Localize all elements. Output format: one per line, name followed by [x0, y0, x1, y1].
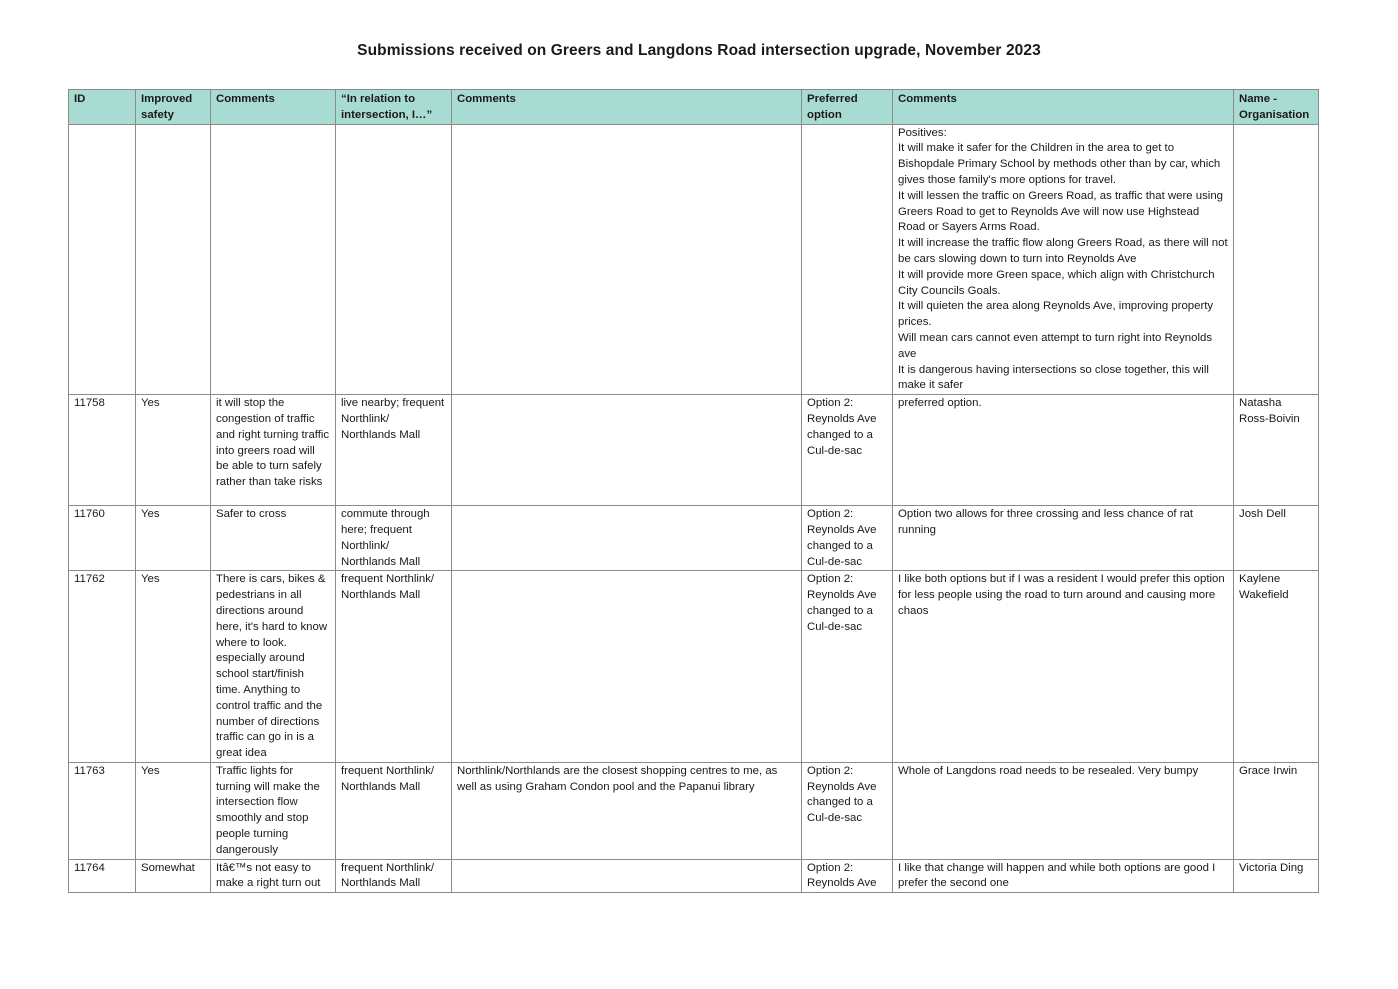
table-row	[69, 859, 1319, 893]
cell-name: Grace Irwin	[1234, 762, 1319, 859]
cell-relation: frequent Northlink/ Northlands Mall	[336, 762, 452, 859]
cell-improved-safety	[136, 124, 211, 395]
cell-name: Josh Dell	[1234, 506, 1319, 571]
cell-name: Natasha Ross-Boivin	[1234, 395, 1319, 506]
cell-preferred-option: Option 2: Reynolds Ave changed to a Cul-de-sac	[802, 762, 893, 859]
header-improved-safety: Improved safety	[136, 90, 211, 125]
cell-relation	[336, 124, 452, 395]
cell-safety-comment: it will stop the congestion of traffic and right turning traffic into greers road will be able to turn safely rather than take risks	[211, 395, 336, 506]
header-preferred-option: Preferred option	[802, 90, 893, 125]
header-relation-comments: Comments	[452, 90, 802, 125]
cell-safety-comment: Itâ€™s not easy to make a right turn out	[211, 859, 336, 893]
cell-safety-comment: Traffic lights for turning will make the intersection flow smoothly and stop people turning dangerously	[211, 762, 336, 859]
cell-preferred-option	[802, 124, 893, 395]
cell-relation: live nearby; frequent Northlink/ Northlands Mall	[336, 395, 452, 506]
table-row	[69, 571, 1319, 763]
cell-preferred-option: Option 2: Reynolds Ave	[802, 859, 893, 893]
document-title: Submissions received on Greers and Langdons Road intersection upgrade, November 2023	[357, 42, 1041, 59]
table-row	[69, 124, 1319, 395]
cell-relation: frequent Northlink/ Northlands Mall	[336, 571, 452, 763]
cell-improved-safety: Yes	[136, 762, 211, 859]
cell-id: 11763	[69, 762, 136, 859]
cell-relation-comment	[452, 571, 802, 763]
cell-id: 11762	[69, 571, 136, 763]
table-header-row	[69, 90, 1319, 125]
cell-preferred-option: Option 2: Reynolds Ave changed to a Cul-de-sac	[802, 395, 893, 506]
cell-safety-comment: There is cars, bikes & pedestrians in all directions around here, it's hard to know where to look. especially around school start/finish time. Anything to control traffic and the number of directions traffic can go in is a great idea	[211, 571, 336, 763]
cell-preferred-option: Option 2: Reynolds Ave changed to a Cul-de-sac	[802, 506, 893, 571]
cell-relation-comment	[452, 506, 802, 571]
cell-name: Victoria Ding	[1234, 859, 1319, 893]
header-relation: “In relation to intersection, I…”	[336, 90, 452, 125]
header-name-organisation: Name - Organisation	[1234, 90, 1319, 125]
cell-option-comment: Whole of Langdons road needs to be resealed. Very bumpy	[893, 762, 1234, 859]
cell-relation-comment	[452, 395, 802, 506]
header-safety-comments: Comments	[211, 90, 336, 125]
cell-id: 11760	[69, 506, 136, 571]
cell-relation-comment: Northlink/Northlands are the closest shopping centres to me, as well as using Graham Condon pool and the Papanui library	[452, 762, 802, 859]
cell-option-comment: Option two allows for three crossing and less chance of rat running	[893, 506, 1234, 571]
cell-relation-comment	[452, 124, 802, 395]
cell-improved-safety: Yes	[136, 506, 211, 571]
table-row	[69, 506, 1319, 571]
cell-safety-comment: Safer to cross	[211, 506, 336, 571]
cell-option-comment: I like both options but if I was a resident I would prefer this option for less people using the road to turn around and causing more chaos	[893, 571, 1234, 763]
header-option-comments: Comments	[893, 90, 1234, 125]
cell-improved-safety: Somewhat	[136, 859, 211, 893]
cell-option-comment: I like that change will happen and while both options are good I prefer the second one	[893, 859, 1234, 893]
table-row	[69, 395, 1319, 506]
cell-relation: frequent Northlink/ Northlands Mall	[336, 859, 452, 893]
cell-improved-safety: Yes	[136, 571, 211, 763]
cell-option-comment: preferred option.	[893, 395, 1234, 506]
cell-relation-comment	[452, 859, 802, 893]
cell-relation: commute through here; frequent Northlink/ Northlands Mall	[336, 506, 452, 571]
cell-id	[69, 124, 136, 395]
table-row	[69, 762, 1319, 859]
cell-safety-comment	[211, 124, 336, 395]
cell-name	[1234, 124, 1319, 395]
cell-preferred-option: Option 2: Reynolds Ave changed to a Cul-de-sac	[802, 571, 893, 763]
cell-option-comment: Positives: It will make it safer for the Children in the area to get to Bishopdale Primary School by methods other than by car, which gives those family's more options for travel. It will lessen the traffic on Greers Road, as traffic that were using Greers Road to get to Reynolds Ave will now use Highstead Road or Sayers Arms Road. It will increase the traffic flow along Greers Road, as there will not be cars slowing down to turn into Reynolds Ave It will provide more Green space, which align with Christchurch City Councils Goals. It will quieten the area along Reynolds Ave, improving property prices. Will mean cars cannot even attempt to turn right into Reynolds ave It is dangerous having intersections so close together, this will make it safer	[893, 124, 1234, 395]
submissions-table	[68, 89, 1319, 893]
cell-name: Kaylene Wakefield	[1234, 571, 1319, 763]
cell-id: 11758	[69, 395, 136, 506]
cell-id: 11764	[69, 859, 136, 893]
header-id: ID	[69, 90, 136, 125]
cell-improved-safety: Yes	[136, 395, 211, 506]
